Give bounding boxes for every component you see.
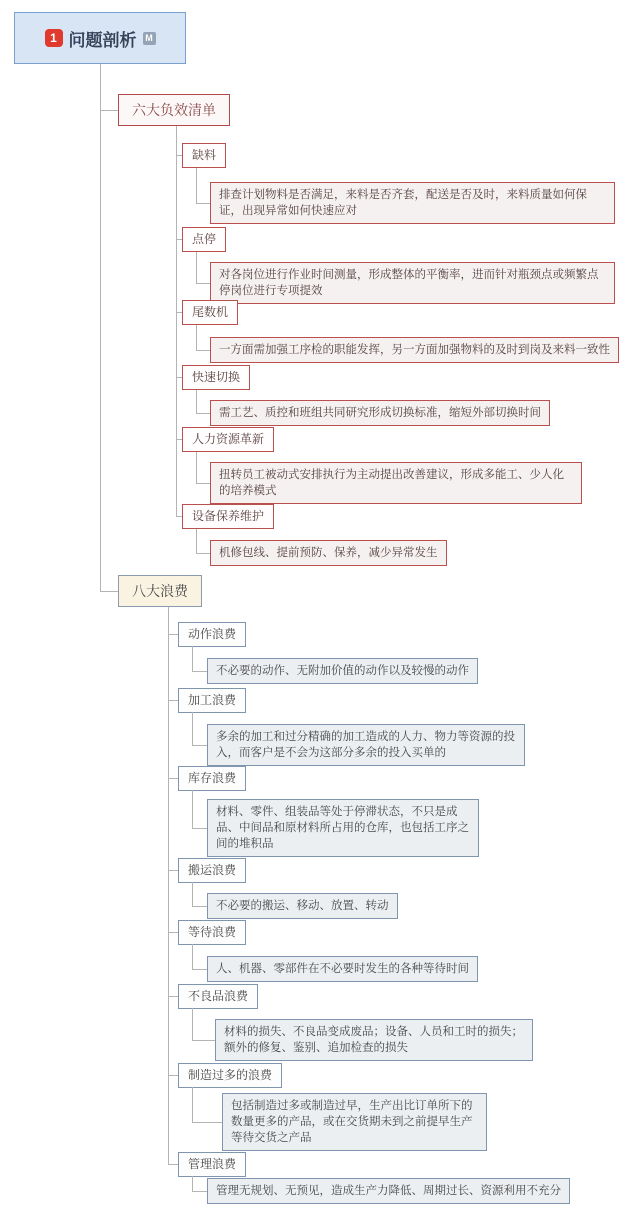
connector-line — [168, 932, 178, 933]
subtopic-management-waste[interactable]: 管理浪费 — [178, 1152, 246, 1177]
connector-line — [192, 646, 193, 671]
notes-marker-icon: M — [143, 32, 156, 45]
connector-line — [192, 882, 193, 906]
subtopic-transport-waste[interactable]: 搬运浪费 — [178, 858, 246, 883]
subtopic-detail-motion-waste[interactable]: 不必要的动作、无附加价值的动作以及较慢的动作 — [207, 658, 478, 684]
connector-line — [192, 1087, 193, 1122]
subtopic-hr-innovation[interactable]: 人力资源革新 — [182, 427, 274, 452]
subtopic-detail-shortage[interactable]: 排查计划物料是否满足，来料是否齐套，配送是否及时，来料质量如何保证，出现异常如何快速应对 — [210, 182, 615, 224]
branch-topic-six-negatives[interactable]: 六大负效清单 — [118, 94, 230, 126]
subtopic-defect-waste[interactable]: 不良品浪费 — [178, 984, 258, 1009]
connector-line — [192, 969, 207, 970]
connector-line — [192, 790, 193, 828]
connector-line — [196, 390, 197, 413]
branch-topic-eight-wastes[interactable]: 八大浪费 — [118, 575, 202, 607]
connector-line — [192, 1008, 193, 1040]
subtopic-overproduction-waste[interactable]: 制造过多的浪费 — [178, 1063, 282, 1088]
subtopic-processing-waste[interactable]: 加工浪费 — [178, 688, 246, 713]
root-topic[interactable] — [14, 12, 186, 64]
connector-line — [100, 64, 101, 591]
subtopic-detail-waiting-waste[interactable]: 人、机器、零部件在不必要时发生的各种等待时间 — [207, 956, 478, 982]
subtopic-equipment-maintenance[interactable]: 设备保养维护 — [182, 504, 274, 529]
connector-line — [196, 168, 197, 203]
connector-line — [168, 1075, 178, 1076]
subtopic-shortage[interactable]: 缺料 — [182, 143, 226, 168]
connector-line — [192, 828, 207, 829]
subtopic-detail-tail-machine[interactable]: 一方面需加强工序检的职能发挥，另一方面加强物料的及时到岗及来料一致性 — [210, 337, 619, 363]
connector-line — [192, 944, 193, 969]
subtopic-detail-inventory-waste[interactable]: 材料、零件、组装品等处于停滞状态，不只是成品、中间品和原材料所占用的仓库，也包括工序之间的堆积品 — [207, 799, 479, 857]
subtopic-inventory-waste[interactable]: 库存浪费 — [178, 766, 246, 791]
subtopic-detail-overproduction-waste[interactable]: 包括制造过多或制造过早，生产出比订单所下的数量更多的产品，或在交货期未到之前提早生产等待交货之产品 — [222, 1093, 487, 1151]
connector-line — [192, 1176, 193, 1191]
connector-line — [196, 452, 197, 483]
subtopic-detail-quick-changeover[interactable]: 需工艺、质控和班组共同研究形成切换标准，缩短外部切换时间 — [210, 400, 550, 426]
priority-1-badge-icon: 1 — [45, 29, 63, 47]
connector-line — [192, 906, 207, 907]
subtopic-detail-processing-waste[interactable]: 多余的加工和过分精确的加工造成的人力、物力等资源的投入，而客户是不会为这部分多余的投入买单的 — [207, 724, 525, 766]
connector-line — [196, 325, 197, 350]
connector-line — [192, 1122, 222, 1123]
connector-line — [196, 483, 210, 484]
connector-line — [196, 553, 210, 554]
connector-line — [192, 1191, 207, 1192]
connector-line — [100, 591, 118, 592]
connector-line — [168, 634, 178, 635]
subtopic-waiting-waste[interactable]: 等待浪费 — [178, 920, 246, 945]
connector-line — [176, 126, 177, 516]
connector-line — [192, 745, 207, 746]
connector-line — [168, 700, 178, 701]
connector-line — [192, 671, 207, 672]
connector-line — [168, 996, 178, 997]
subtopic-detail-equipment-maintenance[interactable]: 机修包线、提前预防、保养，减少异常发生 — [210, 540, 447, 566]
connector-line — [168, 607, 169, 1164]
subtopic-detail-management-waste[interactable]: 管理无规划、无预见，造成生产力降低、周期过长、资源利用不充分 — [207, 1178, 570, 1204]
subtopic-motion-waste[interactable]: 动作浪费 — [178, 622, 246, 647]
connector-line — [100, 110, 118, 111]
connector-line — [196, 252, 197, 283]
connector-line — [168, 778, 178, 779]
connector-line — [168, 1164, 178, 1165]
subtopic-detail-defect-waste[interactable]: 材料的损失、不良品变成废品；设备、人员和工时的损失；额外的修复、鉴别、追加检查的损失 — [215, 1019, 533, 1061]
connector-line — [196, 529, 197, 553]
subtopic-detail-transport-waste[interactable]: 不必要的搬运、移动、放置、转动 — [207, 893, 398, 919]
connector-line — [168, 870, 178, 871]
subtopic-tail-machine[interactable]: 尾数机 — [182, 300, 238, 325]
subtopic-quick-changeover[interactable]: 快速切换 — [182, 365, 250, 390]
connector-line — [192, 1040, 215, 1041]
connector-line — [196, 413, 210, 414]
subtopic-detail-dot-stop[interactable]: 对各岗位进行作业时间测量，形成整体的平衡率，进而针对瓶颈点或频繁点停岗位进行专项提效 — [210, 262, 615, 304]
connector-line — [196, 350, 210, 351]
connector-line — [196, 203, 210, 204]
connector-line — [196, 283, 210, 284]
subtopic-dot-stop[interactable]: 点停 — [182, 227, 226, 252]
subtopic-detail-hr-innovation[interactable]: 扭转员工被动式安排执行为主动提出改善建议，形成多能工、少人化的培养模式 — [210, 462, 582, 504]
connector-line — [192, 712, 193, 745]
root-topic-title: 问题剖析 — [68, 30, 137, 50]
